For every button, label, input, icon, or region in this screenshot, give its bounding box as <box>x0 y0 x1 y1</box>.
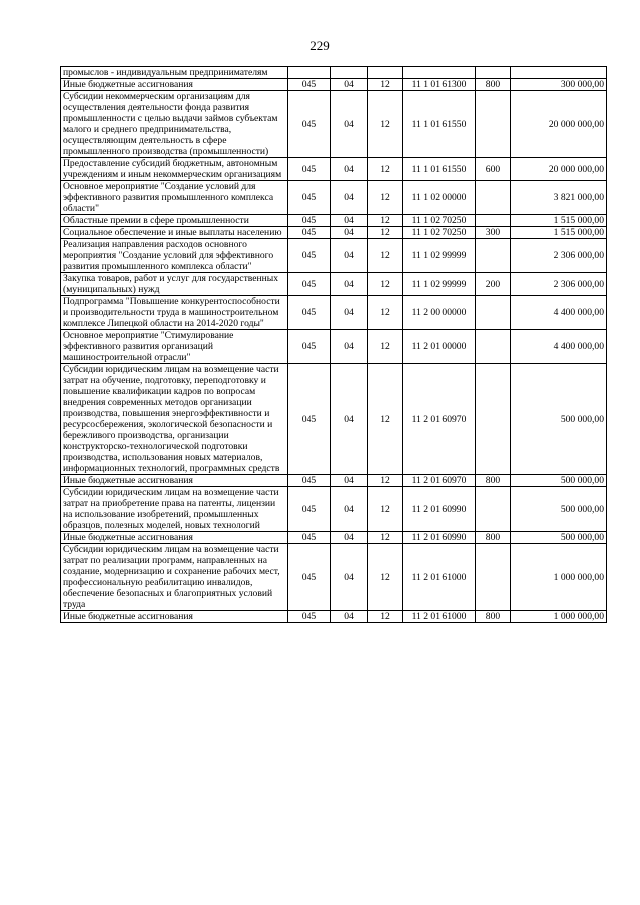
cell-name: Иные бюджетные ассигнования <box>61 611 288 623</box>
budget-table <box>60 66 607 623</box>
cell-section-code: 04 <box>331 532 368 544</box>
cell-section-code: 04 <box>331 544 368 611</box>
page-number: 229 <box>310 38 330 53</box>
cell-target-code: 11 1 02 70250 <box>403 227 476 239</box>
cell-amount: 20 000 000,00 <box>511 91 607 158</box>
cell-subsection-code: 12 <box>368 79 403 91</box>
cell-target-code: 11 2 01 61000 <box>403 544 476 611</box>
cell-expense-type: 800 <box>476 79 511 91</box>
cell-expense-type: 800 <box>476 475 511 487</box>
cell-ministry-code: 045 <box>288 91 331 158</box>
cell-subsection-code: 12 <box>368 227 403 239</box>
cell-target-code: 11 1 02 99999 <box>403 239 476 273</box>
cell-section-code: 04 <box>331 79 368 91</box>
cell-ministry-code: 045 <box>288 215 331 227</box>
cell-expense-type <box>476 364 511 475</box>
cell-ministry-code: 045 <box>288 296 331 330</box>
cell-target-code: 11 2 01 60990 <box>403 532 476 544</box>
cell-target-code: 11 2 01 60990 <box>403 487 476 532</box>
cell-target-code: 11 1 01 61550 <box>403 158 476 181</box>
cell-name: Иные бюджетные ассигнования <box>61 532 288 544</box>
cell-name: Подпрограмма "Повышение конкурентоспособности и производительности труда в машиностроительном комплексе Липецкой области на 2014-2020 годы" <box>61 296 288 330</box>
cell-target-code: 11 2 01 60970 <box>403 475 476 487</box>
cell-expense-type <box>476 67 511 79</box>
cell-subsection-code: 12 <box>368 296 403 330</box>
cell-amount: 20 000 000,00 <box>511 158 607 181</box>
cell-amount: 500 000,00 <box>511 532 607 544</box>
cell-expense-type <box>476 239 511 273</box>
cell-name: Иные бюджетные ассигнования <box>61 79 288 91</box>
cell-ministry-code: 045 <box>288 330 331 364</box>
cell-amount: 300 000,00 <box>511 79 607 91</box>
cell-amount <box>511 67 607 79</box>
cell-ministry-code: 045 <box>288 239 331 273</box>
cell-name: Иные бюджетные ассигнования <box>61 475 288 487</box>
cell-subsection-code: 12 <box>368 158 403 181</box>
table-row <box>61 532 607 544</box>
cell-ministry-code: 045 <box>288 544 331 611</box>
cell-target-code: 11 1 01 61300 <box>403 79 476 91</box>
cell-subsection-code: 12 <box>368 91 403 158</box>
cell-name: Социальное обеспечение и иные выплаты населению <box>61 227 288 239</box>
table-row <box>61 239 607 273</box>
table-row <box>61 67 607 79</box>
cell-expense-type: 800 <box>476 611 511 623</box>
cell-target-code <box>403 67 476 79</box>
cell-subsection-code: 12 <box>368 330 403 364</box>
cell-section-code: 04 <box>331 475 368 487</box>
table-row <box>61 487 607 532</box>
cell-amount: 3 821 000,00 <box>511 181 607 215</box>
cell-expense-type <box>476 487 511 532</box>
cell-section-code: 04 <box>331 487 368 532</box>
cell-amount: 1 515 000,00 <box>511 227 607 239</box>
cell-amount: 500 000,00 <box>511 475 607 487</box>
cell-ministry-code: 045 <box>288 475 331 487</box>
table-row <box>61 79 607 91</box>
table-row <box>61 544 607 611</box>
cell-target-code: 11 1 01 61550 <box>403 91 476 158</box>
cell-target-code: 11 2 01 00000 <box>403 330 476 364</box>
cell-expense-type <box>476 330 511 364</box>
cell-section-code: 04 <box>331 215 368 227</box>
cell-amount: 1 000 000,00 <box>511 544 607 611</box>
cell-subsection-code: 12 <box>368 544 403 611</box>
cell-ministry-code: 045 <box>288 273 331 296</box>
cell-ministry-code: 045 <box>288 364 331 475</box>
cell-expense-type <box>476 181 511 215</box>
cell-amount: 1 000 000,00 <box>511 611 607 623</box>
table-row <box>61 158 607 181</box>
cell-name: Предоставление субсидий бюджетным, автономным учреждениям и иным некоммерческим организациям <box>61 158 288 181</box>
cell-section-code <box>331 67 368 79</box>
cell-ministry-code: 045 <box>288 158 331 181</box>
cell-subsection-code: 12 <box>368 239 403 273</box>
cell-amount: 4 400 000,00 <box>511 330 607 364</box>
table-row <box>61 215 607 227</box>
cell-ministry-code: 045 <box>288 227 331 239</box>
cell-name: Закупка товаров, работ и услуг для государственных (муниципальных) нужд <box>61 273 288 296</box>
cell-expense-type: 800 <box>476 532 511 544</box>
cell-expense-type: 300 <box>476 227 511 239</box>
cell-name: Субсидии юридическим лицам на возмещение части затрат по реализации программ, направленных на создание, модернизацию и сохранение рабочих мест, профессиональную реабилитацию инвалидов, обеспечение безопасных и благоприятных условий труда <box>61 544 288 611</box>
cell-amount: 500 000,00 <box>511 487 607 532</box>
cell-target-code: 11 2 00 00000 <box>403 296 476 330</box>
cell-section-code: 04 <box>331 273 368 296</box>
cell-ministry-code: 045 <box>288 181 331 215</box>
cell-amount: 2 306 000,00 <box>511 273 607 296</box>
cell-expense-type: 200 <box>476 273 511 296</box>
table-body <box>61 67 607 623</box>
cell-name: Субсидии юридическим лицам на возмещение части затрат на приобретение права на патенты, лицензии на использование изобретений, промышленных образцов, полезных моделей, новых технологий <box>61 487 288 532</box>
table-row <box>61 91 607 158</box>
table-row <box>61 227 607 239</box>
cell-ministry-code <box>288 67 331 79</box>
cell-amount: 1 515 000,00 <box>511 215 607 227</box>
cell-section-code: 04 <box>331 330 368 364</box>
cell-target-code: 11 1 02 70250 <box>403 215 476 227</box>
cell-subsection-code: 12 <box>368 181 403 215</box>
cell-name: Основное мероприятие "Стимулирование эффективного развития организаций машиностроительной отрасли" <box>61 330 288 364</box>
cell-subsection-code: 12 <box>368 611 403 623</box>
cell-ministry-code: 045 <box>288 79 331 91</box>
cell-expense-type <box>476 215 511 227</box>
cell-subsection-code: 12 <box>368 273 403 296</box>
cell-expense-type <box>476 544 511 611</box>
cell-target-code: 11 1 02 99999 <box>403 273 476 296</box>
cell-subsection-code: 12 <box>368 215 403 227</box>
cell-subsection-code <box>368 67 403 79</box>
cell-ministry-code: 045 <box>288 611 331 623</box>
cell-target-code: 11 1 02 00000 <box>403 181 476 215</box>
table-row <box>61 296 607 330</box>
cell-section-code: 04 <box>331 239 368 273</box>
cell-name: Областные премии в сфере промышленности <box>61 215 288 227</box>
cell-section-code: 04 <box>331 91 368 158</box>
cell-section-code: 04 <box>331 227 368 239</box>
cell-subsection-code: 12 <box>368 532 403 544</box>
cell-name: Субсидии юридическим лицам на возмещение части затрат на обучение, подготовку, переподготовку и повышение квалификации кадров по вопросам внедрения современных методов организации производства, повышения энергоэффективности и ресурсосбережения, экологической безопасности и бережливого производства, организации конструкторско-технологической подготовки производства, использования новых материалов, информационных технологий, программных средств <box>61 364 288 475</box>
cell-ministry-code: 045 <box>288 487 331 532</box>
cell-name: Субсидии некоммерческим организациям для осуществления деятельности фонда развития промышленности с целью выдачи займов субъектам малого и среднего предпринимательства, осуществляющим деятельность в сфере промышленного производства (промышленности) <box>61 91 288 158</box>
cell-section-code: 04 <box>331 611 368 623</box>
cell-section-code: 04 <box>331 296 368 330</box>
table-row <box>61 364 607 475</box>
cell-section-code: 04 <box>331 181 368 215</box>
cell-target-code: 11 2 01 61000 <box>403 611 476 623</box>
cell-subsection-code: 12 <box>368 364 403 475</box>
cell-name: промыслов - индивидуальным предпринимателям <box>61 67 288 79</box>
table-row <box>61 330 607 364</box>
table-row <box>61 475 607 487</box>
cell-name: Реализация направления расходов основного мероприятия "Создание условий для эффективного развития промышленного комплекса области" <box>61 239 288 273</box>
cell-expense-type <box>476 296 511 330</box>
cell-name: Основное мероприятие "Создание условий для эффективного развития промышленного комплекса области" <box>61 181 288 215</box>
cell-subsection-code: 12 <box>368 475 403 487</box>
cell-section-code: 04 <box>331 364 368 475</box>
cell-section-code: 04 <box>331 158 368 181</box>
table-row <box>61 611 607 623</box>
cell-amount: 2 306 000,00 <box>511 239 607 273</box>
table-row <box>61 273 607 296</box>
cell-expense-type <box>476 91 511 158</box>
cell-subsection-code: 12 <box>368 487 403 532</box>
cell-ministry-code: 045 <box>288 532 331 544</box>
table-row <box>61 181 607 215</box>
cell-amount: 500 000,00 <box>511 364 607 475</box>
cell-expense-type: 600 <box>476 158 511 181</box>
cell-amount: 4 400 000,00 <box>511 296 607 330</box>
cell-target-code: 11 2 01 60970 <box>403 364 476 475</box>
